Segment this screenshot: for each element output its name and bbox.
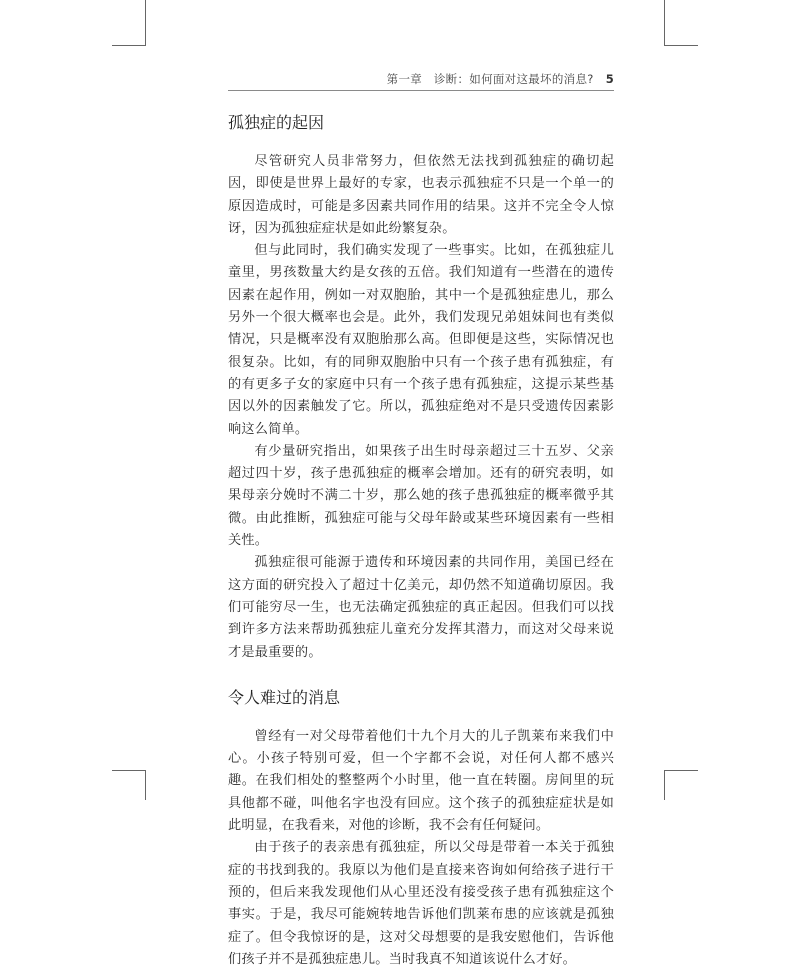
chapter-title: 第一章 诊断：如何面对这最坏的消息? (386, 72, 594, 86)
paragraph: 但与此同时，我们确实发现了一些事实。比如，在孤独症儿童里，男孩数量大约是女孩的五倍。我们知道有一些潜在的遗传因素在起作用，例如一对双胞胎，其中一个是孤独症患儿，那么另外一个很大概率也会是。此外，我们发现兄弟姐妹间也有类似情况，只是概率没有双胞胎那么高。但即便是这些，实际情况也很复杂。比如，有的同卵双胞胎中只有一个孩子患有孤独症，有的有更多子女的家庭中只有一个孩子患有孤独症，这提示某些基因以外的因素触发了它。所以，孤独症绝对不是只受遗传因素影响这么简单。 (228, 243, 614, 437)
page-body (228, 109, 614, 971)
paragraph: 曾经有一对父母带着他们十九个月大的儿子凯莱布来我们中心。小孩子特别可爱，但一个字都不会说，对任何人都不感兴趣。在我们相处的整整两个小时里，他一直在转圈。房间里的玩具他都不碰，叫他名字也没有回应。这个孩子的孤独症症状是如此明显，在我看来，对他的诊断，我不会有任何疑问。 (228, 728, 614, 834)
section-sad-news-body (228, 726, 614, 971)
paragraph: 由于孩子的表亲患有孤独症，所以父母是带着一本关于孤独症的书找到我的。我原以为他们是直接来咨询如何给孩子进行干预的，但后来我发现他们从心里还没有接受孩子患有孤独症这个事实。于是，我尽可能婉转地告诉他们凯莱布患的应该就是孤独症了。但令我惊讶的是，这对父母想要的是我安慰他们，告诉他们孩子并不是孤独症患儿。当时我真不知道该说什么才好。 (228, 840, 614, 967)
crop-mark-bottom-right-vertical (664, 770, 665, 800)
paragraph: 有少量研究指出，如果孩子出生时母亲超过三十五岁、父亲超过四十岁，孩子患孤独症的概率会增加。还有的研究表明，如果母亲分娩时不满二十岁，那么她的孩子患孤独症的概率微乎其微。由此推断，孤独症可能与父母年龄或某些环境因素有一些相关性。 (228, 443, 614, 549)
section-causes-body (228, 151, 614, 664)
crop-mark-top-right-vertical (664, 0, 665, 46)
running-header (387, 71, 614, 87)
header-rule (228, 90, 614, 91)
paragraph: 尽管研究人员非常努力，但依然无法找到孤独症的确切起因，即使是世界上最好的专家，也表示孤独症不只是一个单一的原因造成时，可能是多因素共同作用的结果。这并不完全令人惊讶，因为孤独症症状是如此纷繁复杂。 (228, 154, 614, 236)
crop-mark-top-left-horizontal (112, 45, 146, 46)
crop-mark-bottom-left-horizontal (112, 770, 146, 771)
crop-mark-bottom-left-vertical (145, 770, 146, 800)
section-heading-sad-news: 令人难过的消息 (228, 687, 341, 707)
paragraph: 孤独症很可能源于遗传和环境因素的共同作用，美国已经在这方面的研究投入了超过十亿美元，却仍然不知道确切原因。我们可能穷尽一生，也无法确定孤独症的真正起因。但我们可以找到许多方法来帮助孤独症儿童充分发挥其潜力，而这对父母来说才是最重要的。 (228, 555, 614, 660)
crop-mark-bottom-right-horizontal (664, 770, 698, 771)
crop-mark-top-right-horizontal (664, 45, 698, 46)
page-number: 5 (605, 72, 614, 86)
section-heading-causes: 孤独症的起因 (228, 113, 325, 132)
crop-mark-top-left-vertical (145, 0, 146, 46)
